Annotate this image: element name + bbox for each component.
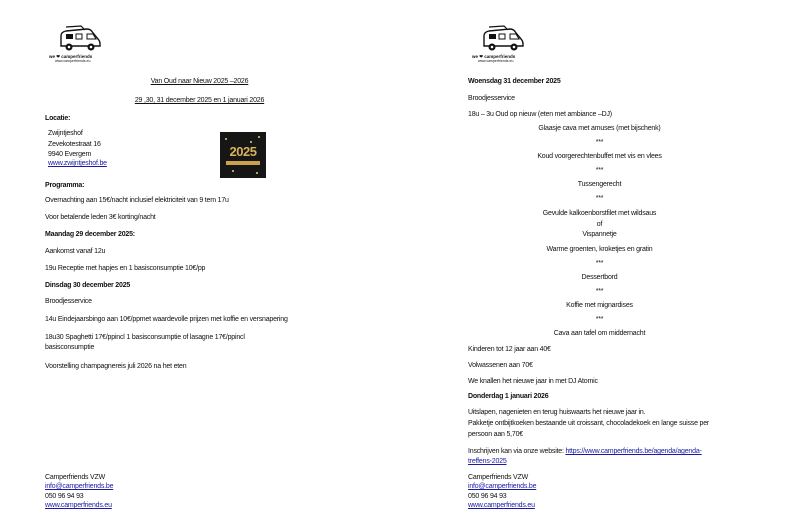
- programma-heading: Programma:: [45, 182, 85, 189]
- tuesday-line: 18u30 Spaghetti 17€/ppincl 1 basisconsumptie of lasagne 17€/ppincl: [45, 334, 245, 341]
- wednesday-service: Broodjesservice: [468, 95, 515, 102]
- menu-item: Dessertbord: [581, 274, 618, 281]
- new-year-poster-image: [220, 132, 266, 178]
- footer-email-link[interactable]: info@camperfriends.be: [468, 483, 537, 490]
- footer-org: Camperfriends VZW: [45, 474, 106, 481]
- menu-separator: ***: [595, 139, 604, 146]
- menu-separator: ***: [595, 316, 604, 323]
- location-city: 9940 Evergem: [48, 151, 92, 158]
- location-street: Zevekotestraat 16: [48, 141, 101, 148]
- tuesday-line: Voorstelling champagnereis juli 2026 na het eten: [45, 363, 187, 370]
- programma-line: Overnachting aan 15€/nacht inclusief elektriciteit van 9 tem 17u: [45, 197, 229, 204]
- monday-heading: Maandag 29 december 2025:: [45, 231, 135, 238]
- tuesday-line: basisconsumptie: [45, 344, 95, 351]
- menu-item: Glaasje cava met amuses (met bijschenk): [538, 125, 661, 132]
- logo-url: www.camperfriends.eu: [478, 59, 514, 63]
- location-website-link[interactable]: www.zwijntjeshof.be: [48, 160, 107, 167]
- register-link[interactable]: https://www.camperfriends.be/agenda/agenda-: [565, 448, 702, 455]
- thursday-line: persoon aan 5,70€: [468, 431, 523, 438]
- footer-phone: 050 96 94 93: [468, 493, 507, 500]
- monday-line: 19u Receptie met hapjes en 1 basisconsumptie 10€/pp: [45, 265, 206, 272]
- tuesday-line: 14u Eindejaarsbingo aan 10€/ppmet waardevolle prijzen met koffie en versnapering: [45, 316, 288, 323]
- register-text: [468, 447, 702, 456]
- thursday-heading: Donderdag 1 januari 2026: [468, 393, 549, 400]
- camper-van-icon: [480, 24, 526, 54]
- register-link-continued[interactable]: treffens-2025: [468, 458, 507, 465]
- thursday-line: Pakketje ontbijtkoeken bestaande uit croissant, chocoladekoek en lange suisse per: [468, 420, 710, 427]
- menu-item: Gevulde kalkoenborstfilet met wildsaus: [542, 210, 657, 217]
- menu-separator: ***: [595, 195, 604, 202]
- programma-line: Voor betalende leden 3€ korting/nacht: [45, 214, 156, 221]
- menu-separator: ***: [595, 167, 604, 174]
- location-name: Zwijntjeshof: [48, 130, 83, 137]
- location-heading: Locatie:: [45, 115, 71, 122]
- register-prefix: Inschrijven kan via onze website:: [468, 448, 564, 455]
- menu-item: Koffie met mignardises: [566, 302, 633, 309]
- camperfriends-logo: [49, 24, 109, 62]
- menu-item: Koud voorgerechtenbuffet met vis en vlees: [537, 153, 662, 160]
- camperfriends-logo: [472, 24, 532, 62]
- price-line: Kinderen tot 12 jaar aan 40€: [468, 346, 551, 353]
- menu-item: Warme groenten, kroketjes en gratin: [546, 246, 653, 253]
- menu-item: of: [596, 221, 603, 228]
- tuesday-heading: Dinsdag 30 december 2025: [45, 282, 131, 289]
- logo-tagline: we ❤ camperfriends: [49, 54, 93, 59]
- document-page-left: [0, 0, 399, 532]
- menu-separator: ***: [595, 288, 604, 295]
- logo-tagline: we ❤ camperfriends: [472, 54, 516, 59]
- footer-phone: 050 96 94 93: [45, 493, 84, 500]
- price-line: Volwassenen aan 70€: [468, 362, 533, 369]
- tuesday-line: Broodjesservice: [45, 298, 92, 305]
- dj-line: We knallen het nieuwe jaar in met DJ Atomic: [468, 378, 598, 385]
- event-dates: 29 ,30, 31 december 2025 en 1 januari 2026: [134, 97, 265, 104]
- camper-van-icon: [57, 24, 103, 54]
- footer-org: Camperfriends VZW: [468, 474, 529, 481]
- footer-website-link[interactable]: www.camperfriends.eu: [468, 502, 535, 509]
- poster-year: 2025: [229, 144, 257, 159]
- event-title: Van Oud naar Nieuw 2025 –2026: [150, 78, 249, 85]
- document-page-right: [400, 0, 799, 532]
- wednesday-heading: Woensdag 31 december 2025: [468, 78, 561, 85]
- wednesday-event: 18u – 3u Oud op nieuw (eten met ambiance –DJ): [468, 111, 612, 118]
- menu-item: Vispannetje: [582, 231, 617, 238]
- menu-separator: ***: [595, 260, 604, 267]
- menu-item: Tussengerecht: [577, 181, 622, 188]
- footer-website-link[interactable]: www.camperfriends.eu: [45, 502, 112, 509]
- footer-email-link[interactable]: info@camperfriends.be: [45, 483, 114, 490]
- menu-item: Cava aan tafel om middernacht: [553, 330, 646, 337]
- logo-url: www.camperfriends.eu: [55, 59, 91, 63]
- monday-line: Aankomst vanaf 12u: [45, 248, 106, 255]
- thursday-line: Uitslapen, nagenieten en terug huiswaarts het nieuwe jaar in.: [468, 409, 646, 416]
